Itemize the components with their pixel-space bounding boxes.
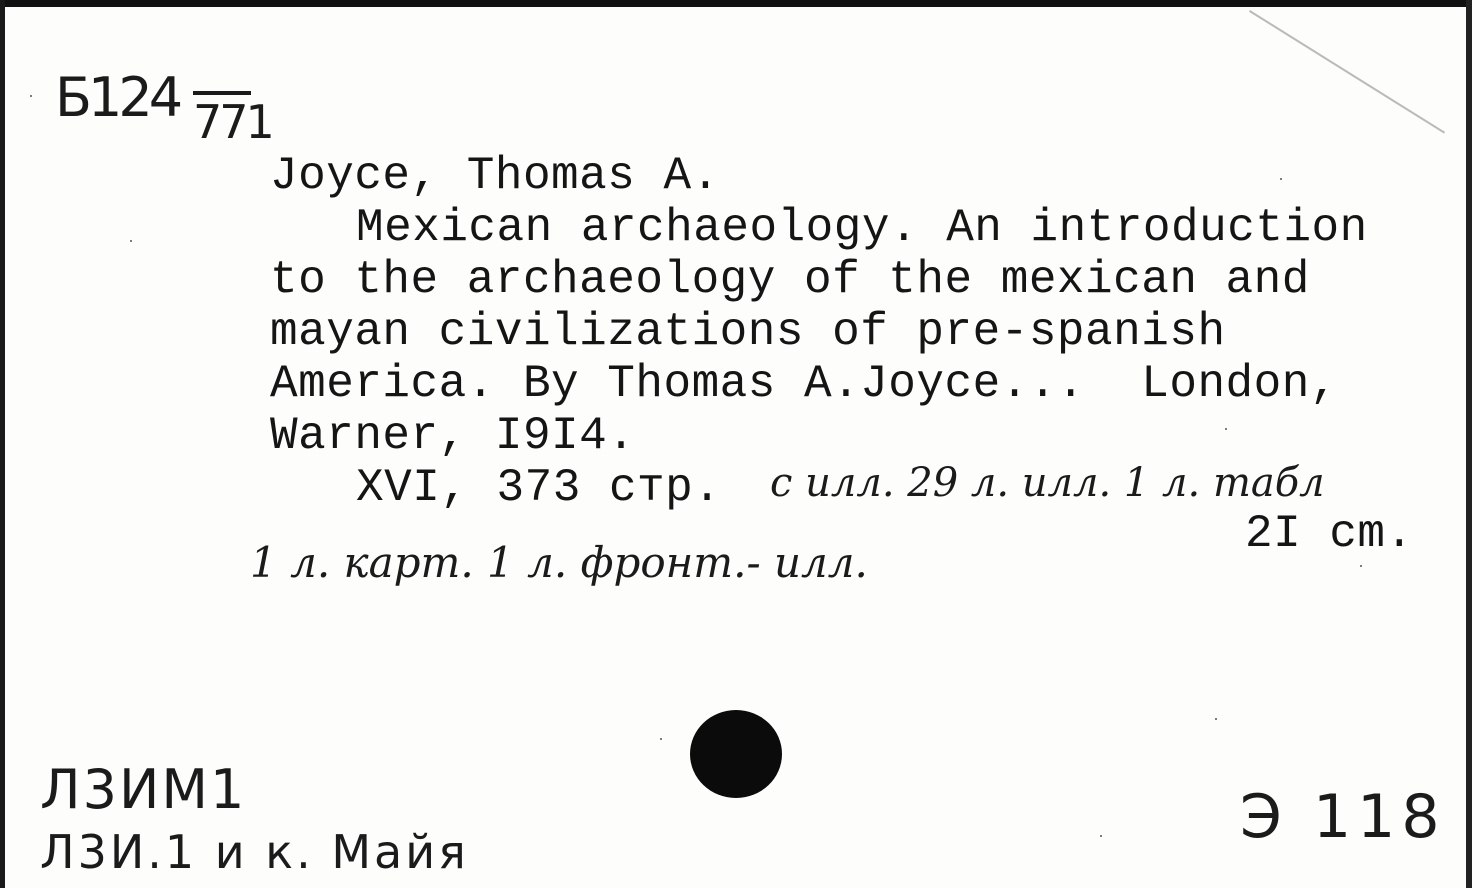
title-line: mayan civilizations of pre-spanish <box>270 306 1226 358</box>
author-heading: Joyce, Thomas A. <box>270 150 720 202</box>
collation-handwritten: с илл. 29 л. илл. 1 л. табл <box>770 460 1325 506</box>
dust-speck <box>1280 178 1282 180</box>
title-line: Mexican archaeology. An introduction <box>356 202 1368 254</box>
scan-edge-right <box>1466 0 1472 888</box>
collation-typed: XVI, 373 стр. <box>356 462 750 514</box>
collation-handwritten-continued: 1 л. карт. 1 л. фронт.- илл. <box>250 538 868 587</box>
scan-edge-left <box>0 0 5 888</box>
dust-speck <box>1360 565 1362 567</box>
inventory-number: Э 118 <box>1240 782 1446 852</box>
scan-scratch <box>1249 10 1445 134</box>
dust-speck <box>660 738 662 740</box>
title-line: America. By Thomas A.Joyce... London, <box>270 358 1338 410</box>
card-punch-hole <box>690 710 782 798</box>
dust-speck <box>30 95 32 97</box>
title-line: to the archaeology of the mexican and <box>270 254 1310 306</box>
classification-mark-2: Л3И.1 и к. Майя <box>40 825 469 879</box>
classification-mark-1: Л3ИМ1 <box>40 758 247 821</box>
imprint-line: Warner, I9I4. <box>270 410 636 462</box>
call-number-sub: 771 <box>193 95 272 149</box>
dust-speck <box>1225 428 1227 430</box>
size-note: 2I cm. <box>1245 508 1414 560</box>
dust-speck <box>1100 835 1102 837</box>
call-number-main: Б124 <box>55 66 180 129</box>
dust-speck <box>130 240 132 242</box>
scan-edge-top <box>0 0 1472 7</box>
dust-speck <box>1215 718 1217 720</box>
